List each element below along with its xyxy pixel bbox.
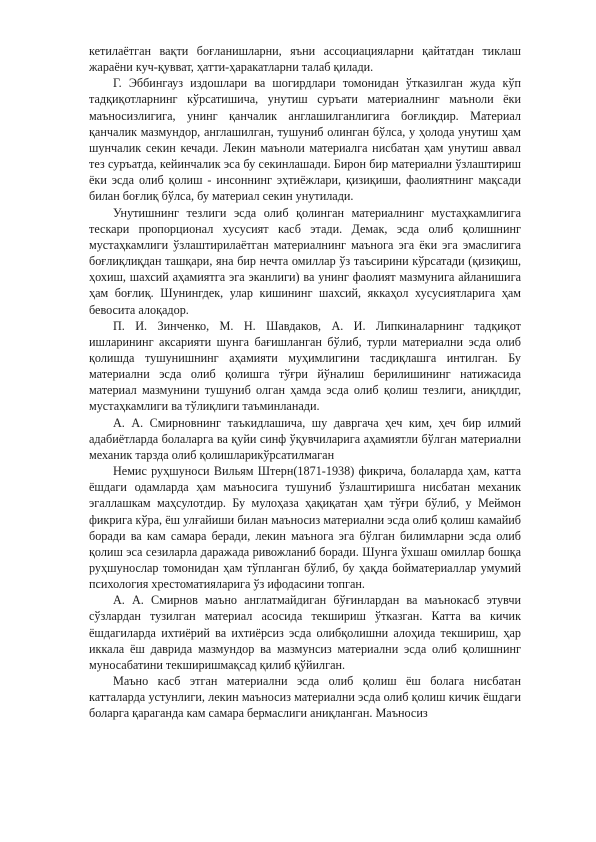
paragraph: П. И. Зинченко, М. Н. Шавдаков, А. И. Липкиналарнинг тадқиқот ишларининг аксарияти шунга бағишланган бўлиб, турли материални эсда олиб қолишда тушунишнинг аҳамияти муҳимлигини тасдиқлашга интилган. Бу материални эсда олиб қолишга тўғри йўналиш берилишининг натижасида материал мазмунини тушуниб олган ҳамда эсда олиб қолиш тезлиги, аниқлдиг, мустаҳкамлиги ва тўлиқлиги таъминланади. [89, 318, 521, 414]
paragraph: Г. Эббингауз издошлари ва шогирдлари томонидан ўтказилган жуда кўп тадқиқотларнинг кўрсатишича, унутиш суръати материалнинг маъноли ёки маъносизлигига, унинг қанчалик англашилганлигига боғлиқдир. Материал қанчалик мазмундор, англашилган, тушуниб олинган бўлса, у ҳолода унутиш ҳам шунчалик секин кечади. Лекин маъноли материалга нисбатан ҳам унутиш аввал тез суръатда, кейинчалик эса бу секинлашади. Бирон бир материални ўзлаштириш ёки эсда олиб қолиш - инсоннинг эҳтиёжлари, қизиқиши, фаолиятнинг мақсади билан боғлиқ бўлса, бу материал секин унутилади. [89, 76, 521, 204]
paragraph: Немис руҳшуноси Вильям Штерн(1871-1938) фикрича, болаларда ҳам, катта ёшдаги одамларда ҳам маъносига тушуниб ўзлаштиришга нисбатан механик эгаллашкам маҳсулотдир. Бу мулоҳаза ҳақиқатан ҳам тўғри бўлиб, у Меймон фикрига кўра, ёш улғайиши билан маъносиз материални эсда олиб қолиш камайиб боради ва кам самара беради, лекин маънога эга бўлган билимларни эсда олиб қолиш эса сезиларла даражада ривожланиб боради. Шунга ўхшаш омиллар бошқа руҳшунослар томонидан ҳам тўпланган бўлиб, бу ҳақда бойматериаллар умумий психология хрестоматияларига ўз ифодасини топган. [89, 464, 521, 592]
paragraph: А. А. Смирнов маъно англатмайдиган бўғинлардан ва маънокасб этувчи сўзлардан тузилган материал асосида текшириш ўтказган. Катта ва кичик ёшдагиларда ихтиёрий ва ихтиёрсиз эсда олибқолишни алоҳида текшириш, ҳар иккала ёш даврида мазмундор ва мазмунсиз материални эсда олиб қолишнинг муносабатини текширишмақсад қилиб қўйилган. [89, 593, 521, 672]
document-body [89, 43, 521, 722]
paragraph: Маъно касб этган материални эсда олиб қолиш ёш болага нисбатан катталарда устунлиги, лекин маъносиз материални эсда олиб қолиш кичик ёшдаги боларга қараганда кам самара бермаслиги аниқланган. Маъносиз [89, 674, 521, 721]
paragraph: А. А. Смирновнинг таъкидлашича, шу давргача ҳеч ким, ҳеч бир илмий адабиётларда болаларга ва қуйи синф ўқувчиларига аҳамиятли бўлган материални механик тарзда олиб қолишларикўрсатилмаган [89, 415, 521, 462]
paragraph: кетилаётган вақти боғланишларни, яъни ассоциацияларни қайтатдан тиклаш жараёни куч-қувват, ҳатти-ҳаракатларни талаб қилади. [89, 44, 521, 75]
paragraph: Унутишнинг тезлиги эсда олиб қолинган материалнинг мустаҳкамлигига тескари пропорционал хусусият касб этади. Демак, эсда олиб қолишнинг мустаҳкамлиги ўзлаштирилаётган материалнинг маънога эга ёки эга эмаслигига боғлиқлиқдан ташқари, яна бир нечта омиллар ўз таъсирини кўрсатади (қизиқиш, ҳохиш, шахсий аҳамиятга эга эканлиги) ва унинг фаолият мазмунига айланишига ҳам боғлиқ. Шунингдек, улар кишининг шахсий, яккаҳол хусусиятларига ҳам бевосита алоқадор. [89, 205, 521, 317]
